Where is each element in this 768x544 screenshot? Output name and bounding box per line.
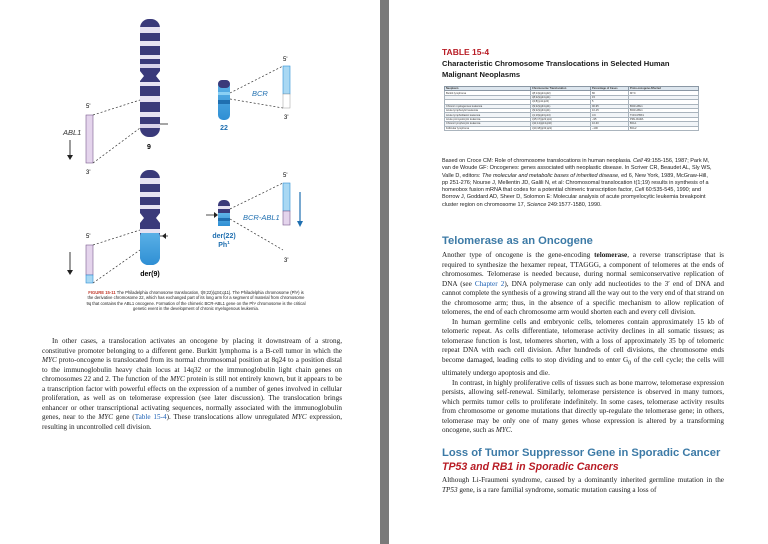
abl1-3prime-label: 3' — [86, 170, 91, 176]
table-cell: t(14;18)(q32;q21) — [531, 126, 591, 130]
bcr-label: BCR — [252, 89, 268, 98]
abl1-gene-box — [86, 115, 93, 163]
table-cell: Burkitt lymphoma — [445, 91, 531, 95]
text-run: proto-oncogene is translocated from its normal chromosomal position at 8q24 to a position distal to the immunoglobulin heavy chain locus at 14q32 or the immunoglobulin light chain genes on chromosomes 22 and 2. The function of the — [42, 356, 342, 384]
text-run: ), DNA polymerase can only add nucleotides to the 3′ end of DNA and cannot complete the synthesis of a growing strand all the way out to the very end of that strand on the chromosome arm; thus, in the absence of a specific mechanism to allow replication of telomeres, the end of each chromosome arm would shorten each and every cell division. — [442, 279, 725, 317]
text-run: expression, resulting in uncontrolled cell division. — [42, 413, 342, 431]
table-cell: t(9;22)(q34;q11) — [531, 108, 591, 112]
chromosome-9 — [140, 19, 168, 137]
text-run: , ed 6, New York, 1989, McGraw-Hill, pp 251-276; Nourse J, Mellentin JD, Galili N, et al: Chromosomal translocation t(1;19) results in synthesis of a homeobox fusion mRNA that codes for a potential chimeric transcription factor, — [442, 172, 709, 193]
table-cell: 15 — [591, 95, 629, 99]
table-source-note — [442, 158, 712, 209]
table-cell: Chronic lymphocytic leukemia — [445, 122, 531, 126]
table-header-cell: Proto-oncogene Affected — [629, 87, 699, 91]
table-cell: t(11;14)(q13;q32) — [531, 122, 591, 126]
bold-term: telomerase — [594, 251, 628, 259]
gene-italic: MYC — [170, 375, 185, 384]
table-cell: ~100 — [591, 126, 629, 130]
table-cell: Chronic myelogenous leukemia — [445, 104, 531, 108]
bcr-5prime-label: 5' — [283, 57, 288, 63]
tsg-paragraph — [442, 476, 724, 495]
journal-italic: Science — [526, 201, 547, 208]
gene-italic: MYC — [98, 413, 114, 422]
text-run: Although Li-Fraumeni syndrome, caused by a dominantly inherited germline mutation in the — [442, 476, 724, 484]
text-run: protein is still not entirely known, but it appears to be a transcription factor with powerful effects on the expression of a number of genes involved in cellular proliferation, as well as on telomerase expression (see later discussion). The translocation brings enhancer or other transcriptional activating sequences, normally associated with the immunoglobulin genes, near to the — [42, 375, 342, 422]
text-run: of the cell cycle; the cells will ultimately undergo apoptosis and die. — [442, 356, 724, 377]
table-cell: BCR-ABL1 — [629, 108, 699, 112]
chapter-2-link[interactable]: Chapter 2 — [474, 279, 505, 288]
left-page — [0, 0, 380, 544]
table-15-4-link[interactable]: Table 15-4 — [134, 413, 167, 422]
gene-italic: MYC — [291, 413, 307, 422]
telomerase-paragraph-2 — [442, 318, 724, 379]
der22-chromosome — [218, 200, 230, 226]
figure-caption — [86, 290, 306, 311]
telomerase-paragraph-1 — [442, 251, 724, 318]
table-cell: BCL2 — [629, 126, 699, 130]
table-cell: 10-30 — [591, 122, 629, 126]
der9-5prime-label: 5' — [86, 234, 91, 240]
fusion-5prime-label: 5' — [283, 173, 288, 179]
bcr-abl1-fusion-box — [283, 183, 290, 211]
book-italic: The molecular and metabolic bases of inherited disease — [481, 172, 619, 179]
table-header-cell: Neoplasm — [445, 87, 531, 91]
telomerase-paragraph-3 — [442, 379, 724, 436]
table-cell: t(1;19)(q23;p13) — [531, 113, 591, 117]
table-cell: MYC — [629, 91, 699, 95]
bcr-abl1-label: BCR-ABL1 — [243, 213, 280, 222]
table-cell: Follicular lymphoma — [445, 126, 531, 130]
journal-italic: Cell — [633, 158, 643, 164]
table-cell: Acute promyelocytic leukemia — [445, 117, 531, 121]
table-row — [445, 126, 699, 130]
ph1-label: Ph$^1$ — [218, 240, 230, 249]
text-run: gene ( — [113, 413, 135, 422]
text-run: . — [510, 426, 513, 435]
subscript: 0 — [628, 360, 632, 367]
journal-italic: Cell — [634, 187, 645, 193]
table-cell: t(8;14)(q24;q32) — [531, 91, 591, 95]
table-cell: t(2;8)(p11;q24) — [531, 100, 591, 104]
bcr-gene-box — [283, 66, 290, 94]
gene-italic: MYC — [495, 426, 511, 435]
text-run: 249:1577-1580, 1990. — [546, 201, 602, 208]
gene-italic: TP53 — [442, 485, 458, 494]
text-run: Based on Croce CM: Role of chromosome translocations in human neoplasia. — [442, 158, 634, 164]
figure-caption-text: The Philadelphia chromosome translocation, t(9;22)(q34;q11). The Philadelphia chromosome (Ph¹) is the derivative chromosome 22, which has exchanged part of its long arm for a segment of material from chromosome 9q that contains the ABL1 oncogene. Formation of the chimeric BCR-ABL1 gene on the Ph¹ chromosome is the critical genetic event in the development of chronic myelogenous leukemia. — [86, 290, 306, 311]
bcr-3prime-label: 3' — [284, 115, 289, 121]
table-cell: t(15;17)(q22;q11) — [531, 117, 591, 121]
telomerase-section — [442, 251, 724, 436]
table-header-cell: Chromosome Translocation — [531, 87, 591, 91]
tp53-rb1-subheading: TP53 and RB1 in Sporadic Cancers — [442, 461, 619, 473]
table-cell: 10-15 — [591, 108, 629, 112]
right-page — [389, 0, 768, 544]
table-header-cell: Percentage of Cases — [591, 87, 629, 91]
table-cell: PML-RARA — [629, 117, 699, 121]
text-run: 49:155-156, 1987; Park M, van de Woude GF: Oncogenes: genes associated with neoplastic disease. In Scriver CR, Beaudet AL, Sly WS, Valle D, editors: — [442, 158, 712, 179]
translocation-table — [444, 86, 699, 131]
telomerase-heading: Telomerase as an Oncogene — [442, 235, 593, 247]
table-cell: BCL1 — [629, 122, 699, 126]
translocation-figure — [0, 0, 380, 290]
table-cell: 90-95 — [591, 104, 629, 108]
table-cell: ~95 — [591, 117, 629, 121]
der9-label: der(9) — [140, 271, 160, 278]
abl1-5prime-label: 5' — [86, 104, 91, 110]
table-cell: Acute lymphoblastic leukemia — [445, 113, 531, 117]
text-run: , a reverse transcriptase that is required to synthesize the hexamer repeat, TTAGGG, a component of telomeres at the ends of chromosomes. Telomerase is needed because, during normal semiconservative replication of DNA (see — [442, 251, 724, 288]
der9-chromosome — [140, 170, 160, 265]
table-title: Characteristic Chromosome Translocations in Selected Human Malignant Neoplasms — [442, 59, 670, 79]
text-run: 60:535-545, 1990; and Borrow J, Goddard AD, Sheer D, Solomon E: Molecular analysis of acute promyelocytic leukemia breakpoint cluster region on chromosome 17, — [442, 187, 706, 208]
text-run: In contrast, in highly proliferative cells of tissues such as bone marrow, telomerase expression persists, allowing self-renewal. Similarly, telomerase persistence is observed in many tumors, which permits tumor cells to proliferate indefinitely. In some cases, telomerase activity results from chromosome or genome mutations that directly up-regulate the telomerase gene; in others, telomerase may be only one of many genes whose expression is altered by a transforming oncogene, such as — [442, 378, 724, 435]
tumor-suppressor-heading: Loss of Tumor Suppressor Gene in Sporadic Cancer — [442, 447, 721, 459]
table-cell: 3-6 — [591, 113, 629, 117]
text-run: ). These translocations allow unregulated — [166, 413, 292, 422]
table-cell: t(9;22)(q34;q11) — [531, 104, 591, 108]
table-cell: t(8;22)(q24;q11) — [531, 95, 591, 99]
chromosome-22 — [218, 80, 230, 120]
text-run: In other cases, a translocation activates an oncogene by placing it downstream of a strong, constitutive promoter belonging to a different gene. Burkitt lymphoma is a B-cell tumor in which the — [42, 337, 342, 355]
text-run: Another type of oncogene is the gene-encoding — [442, 251, 595, 259]
table-cell: Acute lymphocytic leukemia — [445, 108, 531, 112]
der22-label: der(22) — [212, 233, 236, 240]
table-cell: 5 — [591, 100, 629, 104]
table-body — [445, 91, 699, 131]
chromosome-22-label: 22 — [220, 125, 228, 132]
text-run: gene, is a rare familial syndrome, somatic mutation causing a loss of — [457, 485, 657, 494]
abl1-label: ABL1 — [63, 128, 82, 137]
table-cell: 80 — [591, 91, 629, 95]
table-cell: TCF3-PBX1 — [629, 113, 699, 117]
gene-italic: MYC — [42, 356, 57, 365]
der9-gene-box — [86, 245, 93, 275]
text-run: In human germline cells and embryonic cells, telomeres contain approximately 15 kb of telomeric repeat. As cells differentiate, telomerase activity declines in all somatic tissues; as telomerase function is lost, telomeres shorten, with a loss of approximately 35 bp of telomeric repeat DNA with each cell division. After hundreds of cell divisions, the chromosome ends become damaged, leading cells to stop dividing and to enter G — [442, 317, 724, 365]
figure-caption-label: FIGURE 15-11 — [88, 290, 116, 295]
table-cell: BCR-ABL1 — [629, 104, 699, 108]
chromosome-9-label: 9 — [147, 144, 151, 151]
table-label: TABLE 15-4 — [442, 47, 490, 57]
left-body-paragraph — [42, 337, 342, 432]
fusion-3prime-label: 3' — [284, 258, 289, 264]
